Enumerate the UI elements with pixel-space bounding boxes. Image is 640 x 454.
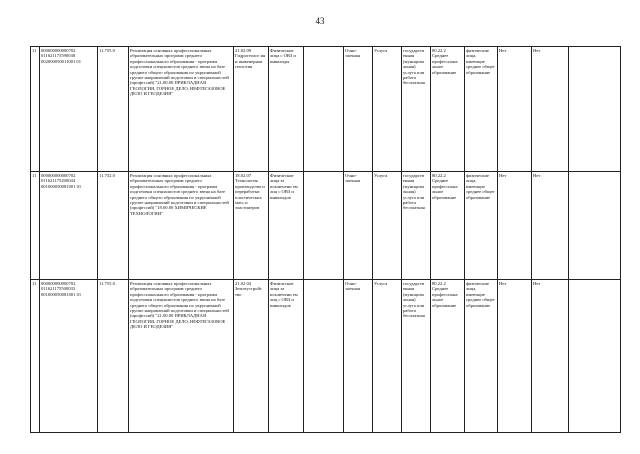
code-id: 11.752.0 [98, 172, 129, 280]
program-description: Реализация основных профессиональных образовательных программ среднего профессионального образования - программ подготовки специалистов среднего звена на базе среднего общего образования по укрупненной группе направлений подготовки и специальностей (профессий) "21.00.00 ПРИКЛАДНАЯ ГЕОЛОГИЯ, ГОРНОЕ ДЕЛО, НЕФТЕГАЗОВОЕ ДЕЛО И ГЕОДЕЗИЯ" [129, 47, 234, 172]
row-number: 11 [31, 172, 40, 280]
table-row [31, 280, 621, 433]
registry-code: 000000000000702 011621175590038 002000050011001 01 [40, 47, 98, 172]
registry-code: 000000000000702 011621175500033 001000050081001 01 [40, 280, 98, 433]
service-type: Услуга [373, 172, 402, 280]
education-level: 80.22.2 Среднее профессиона льное образование [431, 47, 465, 172]
recipient-category: Физические лица за исключени ем лиц с ОВЗ и инвалидов [269, 280, 304, 433]
flag-two: Нет [532, 172, 569, 280]
specialty: 21.02.04 Землеустройс тво [234, 280, 269, 433]
education-level: 80.22.2 Среднее профессиона льное образование [431, 172, 465, 280]
empty-cell [304, 280, 344, 433]
table-row [31, 172, 621, 280]
specialty: 21.02.09 Гидрогеолог ия и инженерная геология [234, 47, 269, 172]
code-id: 11.755.0 [98, 47, 129, 172]
empty-cell [304, 47, 344, 172]
service-type: Услуга [373, 47, 402, 172]
registry-code: 000000000000702 011621175200044 001000050081001 01 [40, 172, 98, 280]
flag-two: Нет [532, 280, 569, 433]
program-description: Реализация основных профессиональных образовательных программ среднего профессионального образования - программ подготовки специалистов среднего звена на базе среднего общего образования по укрупненной группе направлений подготовки и специальностей (профессий) "18.00.00 ХИМИЧЕСКИЕ ТЕХНОЛОГИИ" [129, 172, 234, 280]
recipients: физические лица, имеющие среднее общее образование [465, 280, 498, 433]
flag-one: Нет [498, 47, 532, 172]
recipients: физические лица, имеющие среднее общее образование [465, 172, 498, 280]
code-id: 11.755.0 [98, 280, 129, 433]
recipient-category: Физические лица за исключени ем лиц с ОВЗ и инвалидов [269, 172, 304, 280]
study-form: Очно-заочная [344, 47, 373, 172]
page-number: 43 [315, 16, 325, 26]
flag-one: Нет [498, 280, 532, 433]
service-type: Услуга [373, 280, 402, 433]
flag-one: Нет [498, 172, 532, 280]
empty-cell [569, 172, 621, 280]
program-description: Реализация основных профессиональных образовательных программ среднего профессионального образования - программ подготовки специалистов среднего звена на базе среднего общего образования по укрупненной группе направлений подготовки и специальностей (профессий) "21.00.00 ПРИКЛАДНАЯ ГЕОЛОГИЯ, ГОРНОЕ ДЕЛО, НЕФТЕГАЗОВОЕ ДЕЛО И ГЕОДЕЗИЯ" [129, 280, 234, 433]
empty-cell [569, 280, 621, 433]
row-number: 11 [31, 280, 40, 433]
provision-type: государств енная (муниципа льная) услуга или работа бесплатная [402, 47, 431, 172]
recipients: физические лица, имеющие среднее общее образование [465, 47, 498, 172]
provision-type: государств енная (муниципа льная) услуга или работа бесплатная [402, 280, 431, 433]
study-form: Очно-заочная [344, 280, 373, 433]
study-form: Очно-заочная [344, 172, 373, 280]
table-row [31, 47, 621, 172]
row-number: 11 [31, 47, 40, 172]
flag-two: Нет [532, 47, 569, 172]
specialty: 18.02.07 Технология производства и переработки пластических масс и эластомеров [234, 172, 269, 280]
empty-cell [569, 47, 621, 172]
empty-cell [304, 172, 344, 280]
recipient-category: Физические лица с ОВЗ и инвалиды [269, 47, 304, 172]
education-level: 80.22.2 Среднее профессиона льное образование [431, 280, 465, 433]
registry-table [30, 46, 621, 433]
provision-type: государств енная (муниципа льная) услуга или работа бесплатная [402, 172, 431, 280]
